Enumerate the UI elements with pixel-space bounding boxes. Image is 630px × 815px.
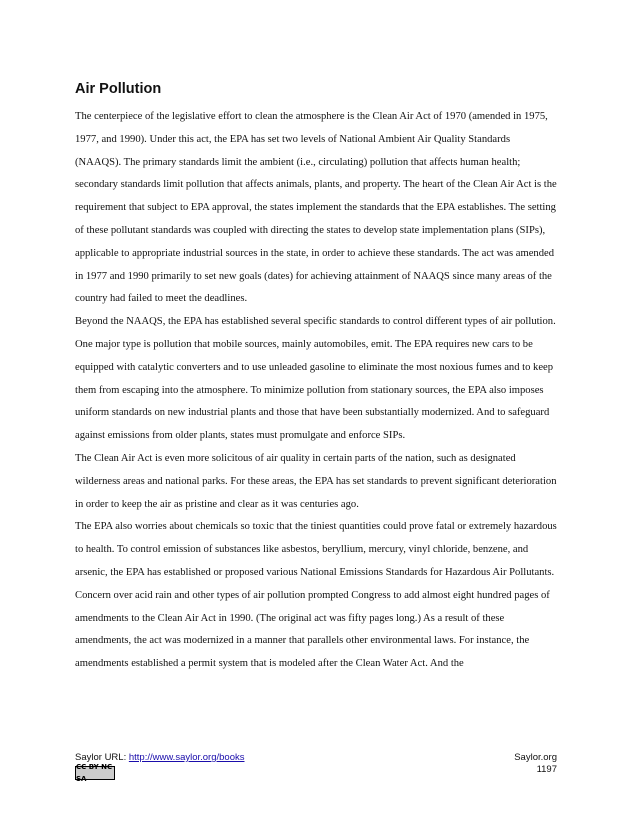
paragraph-2: Beyond the NAAQS, the EPA has established several specific standards to control different types of air pollution. One major type is pollution that mobile sources, mainly automobiles, emit. The EPA requires new cars to be equipped with catalytic converters and to use unleaded gasoline to eliminate the most noxious fumes and to keep them from escaping into the atmosphere. To minimize pollution from stationary sources, the EPA also imposes uniform standards on new industrial plants and those that have been substantially modernized. And to safeguard against emissions from older plants, states must promulgate and enforce SIPs. xyxy=(75,316,556,442)
creative-commons-license-icon xyxy=(75,763,115,783)
footer-url-label: Saylor URL: xyxy=(75,752,129,763)
footer-page-info xyxy=(514,752,557,776)
page-body xyxy=(75,80,557,676)
paragraph-4: The EPA also worries about chemicals so toxic that the tiniest quantities could prove fatal or extremely hazardous to health. To control emission of substances like asbestos, beryllium, mercury, vinyl chloride, benzene, and arsenic, the EPA has established or proposed various National Emissions Standards for Hazardous Air Pollutants. xyxy=(75,521,557,578)
paragraph-5: Concern over acid rain and other types of air pollution prompted Congress to add almost eight hundred pages of amendments to the Clean Air Act in 1990. (The original act was fifty pages long.) As a result of these amendments, the act was modernized in a manner that parallels other environmental laws. For instance, the amendments established a permit system that is modeled after the Clean Water Act. And the xyxy=(75,589,550,670)
paragraph-3: The Clean Air Act is even more solicitous of air quality in certain parts of the nation, such as designated wilderness areas and national parks. For these areas, the EPA has set standards to prevent significant deterioration in order to keep the air as pristine and clear as it was centuries ago. xyxy=(75,452,557,510)
section-heading: Air Pollution xyxy=(75,81,162,97)
paragraph-1: The centerpiece of the legislative effort to clean the atmosphere is the Clean Air Act of 1970 (amended in 1975, 1977, and 1990). Under this act, the EPA has set two levels of National Ambient Air Quality Standards (NAAQS). The primary standards limit the ambient (i.e., circulating) pollution that affects human health; secondary standards limit pollution that affects animals, plants, and property. The heart of the Clean Air Act is the requirement that subject to EPA approval, the states implement the standards that the EPA establishes. The setting of these pollutant standards was coupled with directing the states to develop state implementation plans (SIPs), applicable to appropriate industrial sources in the state, in order to achieve these standards. The act was amended in 1977 and 1990 primarily to set new goals (dates) for achieving attainment of NAAQS since many areas of the country had failed to meet the deadlines. xyxy=(75,111,557,305)
page-number: 1197 xyxy=(536,764,557,775)
license-badge-text: CC BY NC SA xyxy=(76,763,113,783)
footer-url-link[interactable]: http://www.saylor.org/books xyxy=(128,752,245,763)
footer-site-name: Saylor.org xyxy=(514,752,557,763)
